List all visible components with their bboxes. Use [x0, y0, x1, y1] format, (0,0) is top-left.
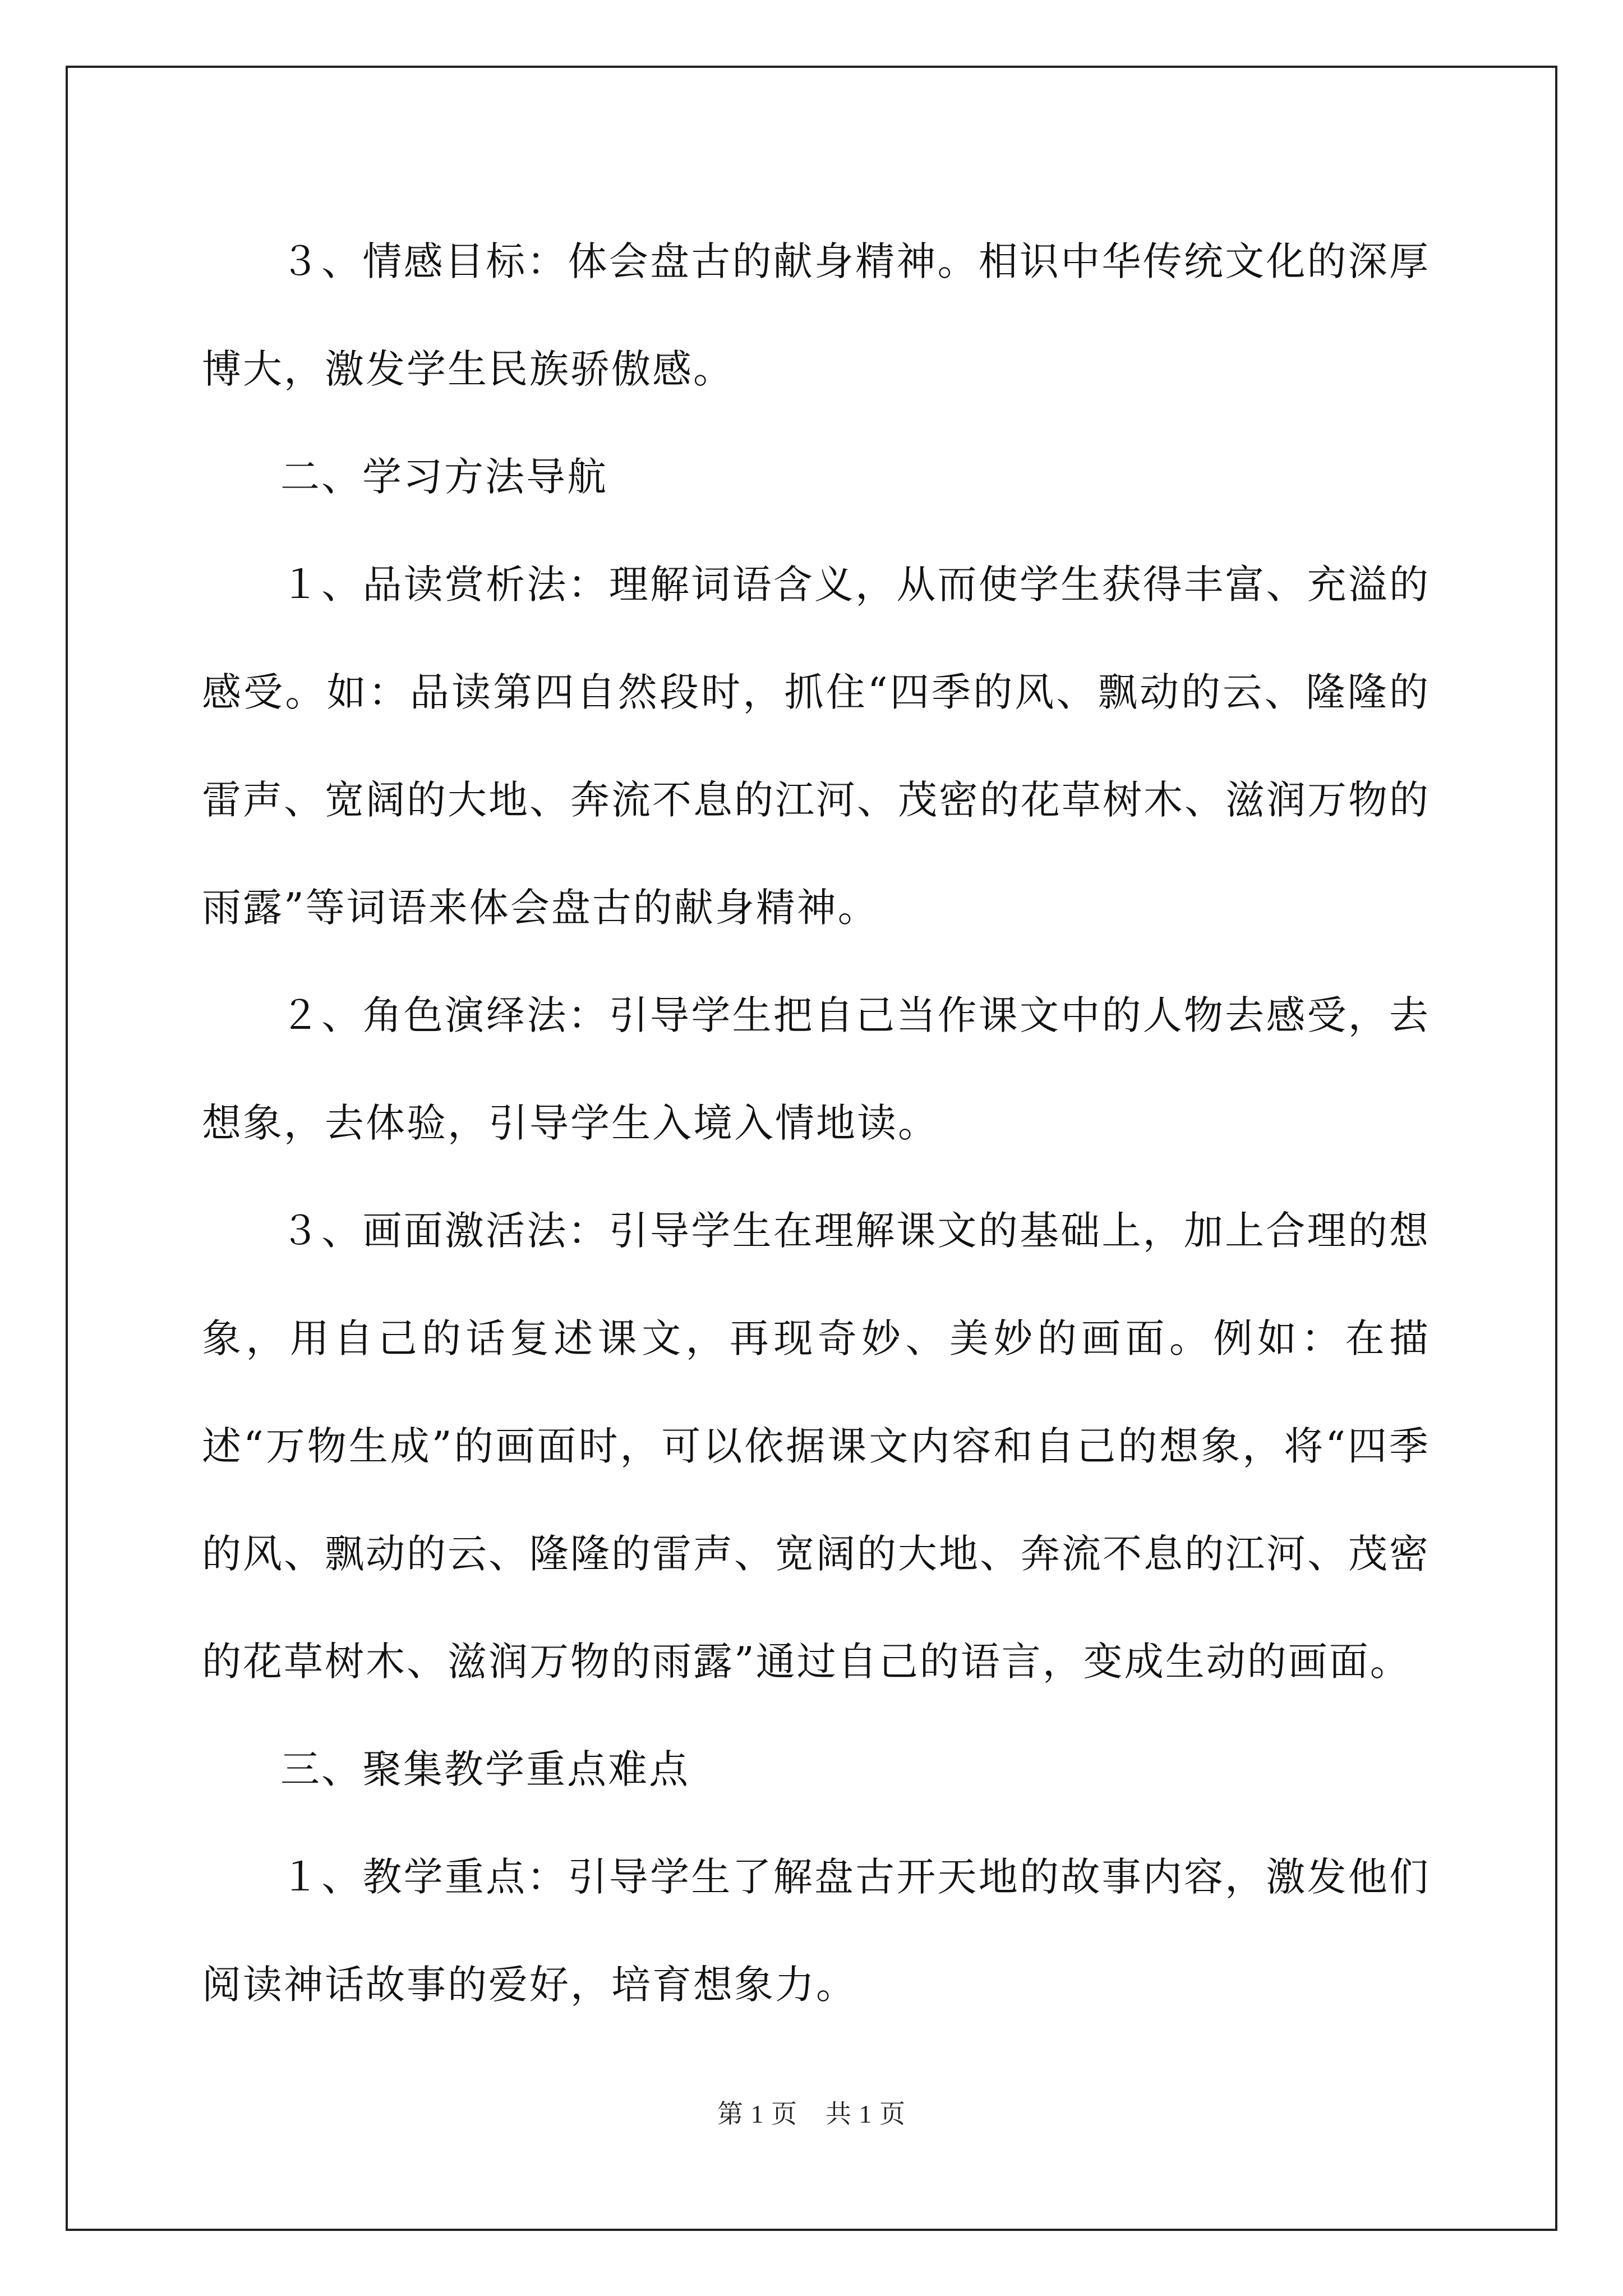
paragraph-imagery-method: ３、画面激活法：引导学生在理解课文的基础上，加上合理的想象，用自己的话复述课文，再现奇妙、美妙的画面。例如：在描述“万物生成”的画面时，可以依据课文内容和自己的想象，将“四季的风、飘动的云、隆隆的雷声、宽阔的大地、奔流不息的江河、茂密的花草树木、滋润万物的雨露”通过自己的语言，变成生动的画面。	[202, 1208, 1430, 1685]
page-number: 第 1 页	[717, 2100, 797, 2128]
page-total: 共 1 页	[826, 2100, 906, 2128]
paragraph-role-play-method: ２、角色演绎法：引导学生把自己当作课文中的人物去感受，去想象，去体验，引导学生入境入情地读。	[202, 992, 1430, 1146]
paragraph-teaching-focus: １、教学重点：引导学生了解盘古开天地的故事内容，激发他们阅读神话故事的爱好，培育想象力。	[202, 1854, 1430, 2008]
section-heading-learning-methods: 二、学习方法导航	[280, 454, 608, 500]
paragraph-reading-method: １、品读赏析法：理解词语含义，从而使学生获得丰富、充溢的感受。如：品读第四自然段时，抓住“四季的风、飘动的云、隆隆的雷声、宽阔的大地、奔流不息的江河、茂密的花草树木、滋润万物的雨露”等词语来体会盘古的献身精神。	[202, 562, 1430, 931]
paragraph-emotion-goal: ３、情感目标：体会盘古的献身精神。相识中华传统文化的深厚博大，激发学生民族骄傲感。	[202, 238, 1430, 392]
page-footer	[0, 2093, 1623, 2131]
section-heading-key-points: 三、聚集教学重点难点	[280, 1746, 690, 1792]
document-body	[202, 208, 1430, 2039]
